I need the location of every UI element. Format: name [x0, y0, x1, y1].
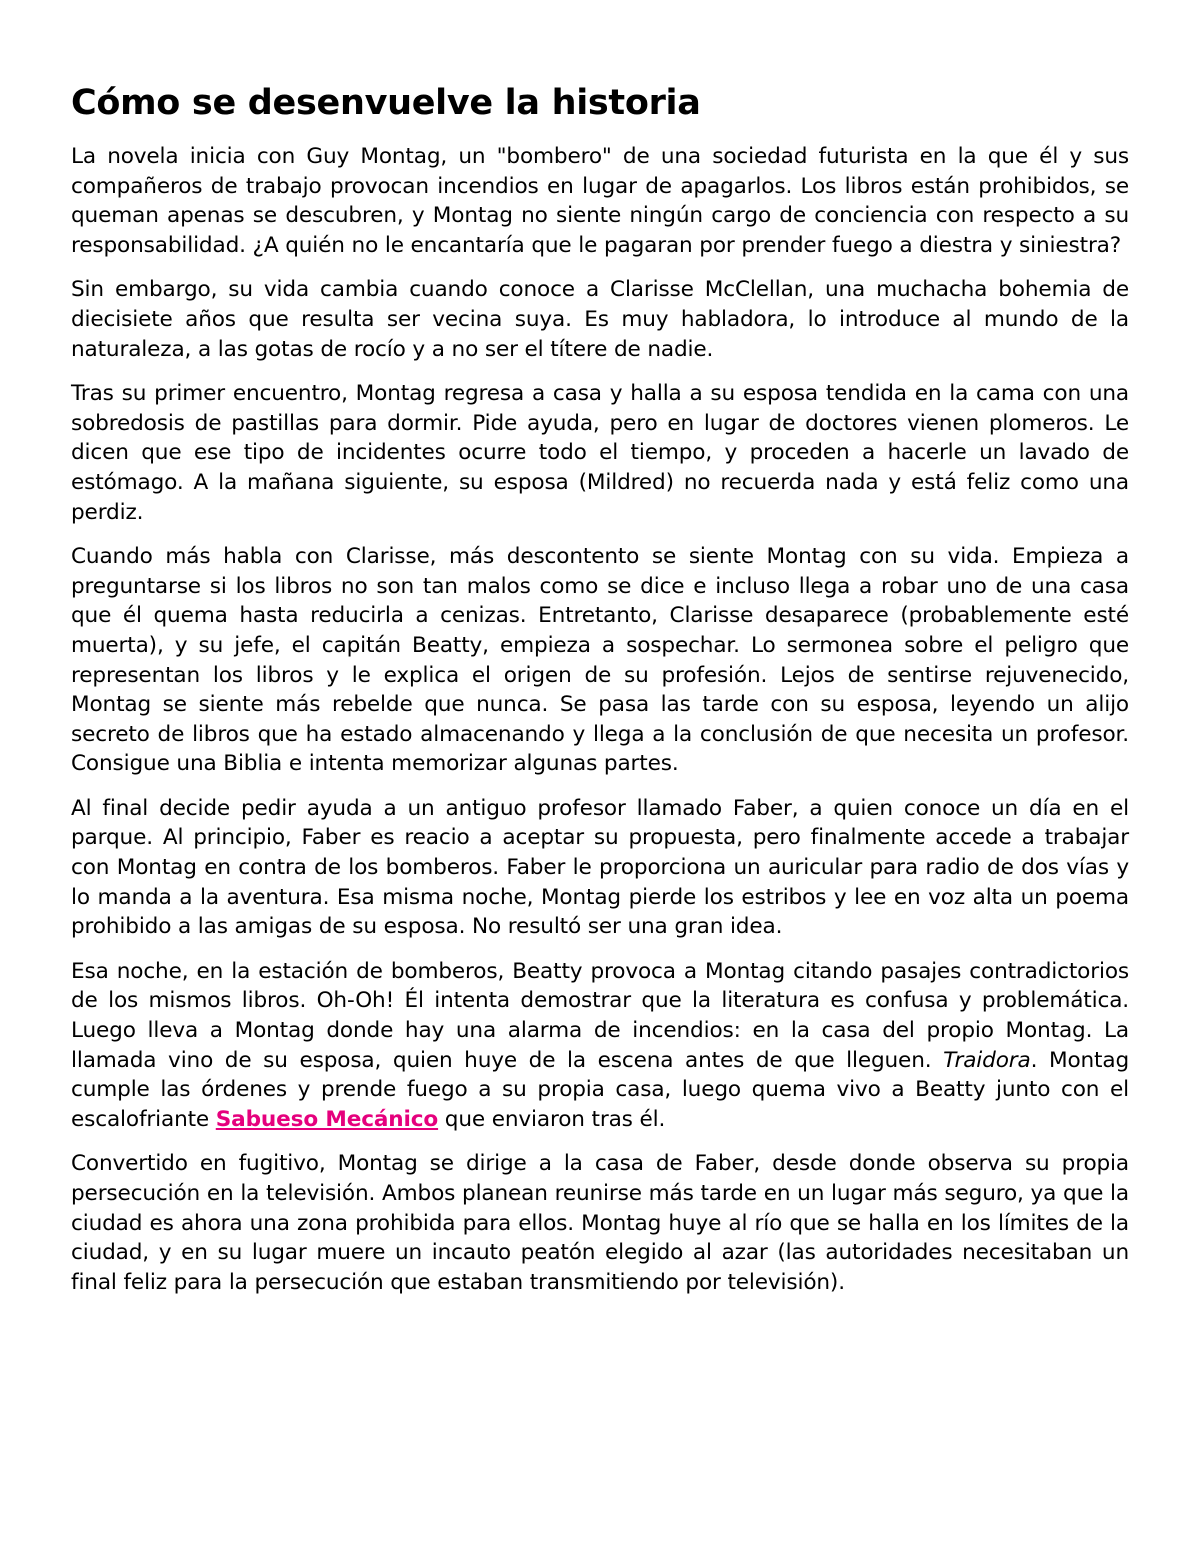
paragraph-4: Cuando más habla con Clarisse, más descontento se siente Montag con su vida. Empieza a preguntarse si los libros no son tan malos como se dice e incluso llega a robar uno de una casa que él quema hasta reducirla a cenizas. Entretanto, Clarisse desaparece (probablemente esté muerta), y su jefe, el capitán Beatty, empieza a sospechar. Lo sermonea sobre el peligro que representan los libros y le explica el origen de su profesión. Lejos de sentirse rejuvenecido, Montag se siente más rebelde que nunca. Se pasa las tarde con su esposa, leyendo un alijo secreto de libros que ha estado almacenando y llega a la conclusión de que necesita un profesor. Consigue una Biblia e intenta memorizar algunas partes. — [71, 544, 1129, 777]
sabueso-mecanico-link[interactable]: Sabueso Mecánico — [215, 1106, 439, 1132]
paragraph-2: Sin embargo, su vida cambia cuando conoce a Clarisse McClellan, una muchacha bohemia de diecisiete años que resulta ser vecina suya. Es muy habladora, lo introduce al mundo de la naturaleza, a las gotas de rocío y a no ser el títere de nadie. — [71, 277, 1129, 362]
paragraph-1: La novela inicia con Guy Montag, un "bombero" de una sociedad futurista en la que él y sus compañeros de trabajo provocan incendios en lugar de apagarlos. Los libros están prohibidos, se queman apenas se descubren, y Montag no siente ningún cargo de conciencia con respecto a su responsabilidad. ¿A quién no le encantaría que le pagaran por prender fuego a diestra y siniestra? — [71, 144, 1129, 258]
paragraph-6-text-a: Esa noche, en la estación de bomberos, Beatty provoca a Montag citando pasajes contradictorios de los mismos libros. Oh-Oh! Él intenta demostrar que la literatura es confusa y problemática. Luego lleva a Montag donde hay una alarma de incendios: en la casa del propio Montag. La llamada vino de su esposa, quien huye de la escena antes de que lleguen. — [71, 958, 1129, 1073]
page-title: Cómo se desenvuelve la historia — [71, 83, 701, 123]
paragraph-6 — [71, 957, 1129, 1135]
paragraph-5: Al final decide pedir ayuda a un antiguo profesor llamado Faber, a quien conoce un día en el parque. Al principio, Faber es reacio a aceptar su propuesta, pero finalmente accede a trabajar con Montag en contra de los bomberos. Faber le proporciona un auricular para radio de dos vías y lo manda a la aventura. Esa misma noche, Montag pierde los estribos y lee en voz alta un poema prohibido a las amigas de su esposa. No resultó ser una gran idea. — [71, 795, 1129, 940]
paragraph-6-italic: Traidora — [943, 1047, 1031, 1073]
paragraph-3: Tras su primer encuentro, Montag regresa a casa y halla a su esposa tendida en la cama con una sobredosis de pastillas para dormir. Pide ayuda, pero en lugar de doctores vienen plomeros. Le dicen que ese tipo de incidentes ocurre todo el tiempo, y proceden a hacerle un lavado de estómago. A la mañana siguiente, su esposa (Mildred) no recuerda nada y está feliz como una perdiz. — [71, 381, 1129, 525]
document-page — [71, 78, 1129, 1312]
paragraph-7: Convertido en fugitivo, Montag se dirige a la casa de Faber, desde donde observa su propia persecución en la televisión. Ambos planean reunirse más tarde en un lugar más seguro, ya que la ciudad es ahora una zona prohibida para ellos. Montag huye al río que se halla en los límites de la ciudad, y en su lugar muere un incauto peatón elegido al azar (las autoridades necesitaban un final feliz para la persecución que estaban transmitiendo por televisión). — [71, 1151, 1129, 1295]
paragraph-6-text-b: . Montag cumple las órdenes y prende fuego a su propia casa, luego quema vivo a Beatty junto con el escalofriante — [71, 1047, 1129, 1132]
paragraph-6-text-c: que enviaron tras él. — [438, 1106, 666, 1132]
